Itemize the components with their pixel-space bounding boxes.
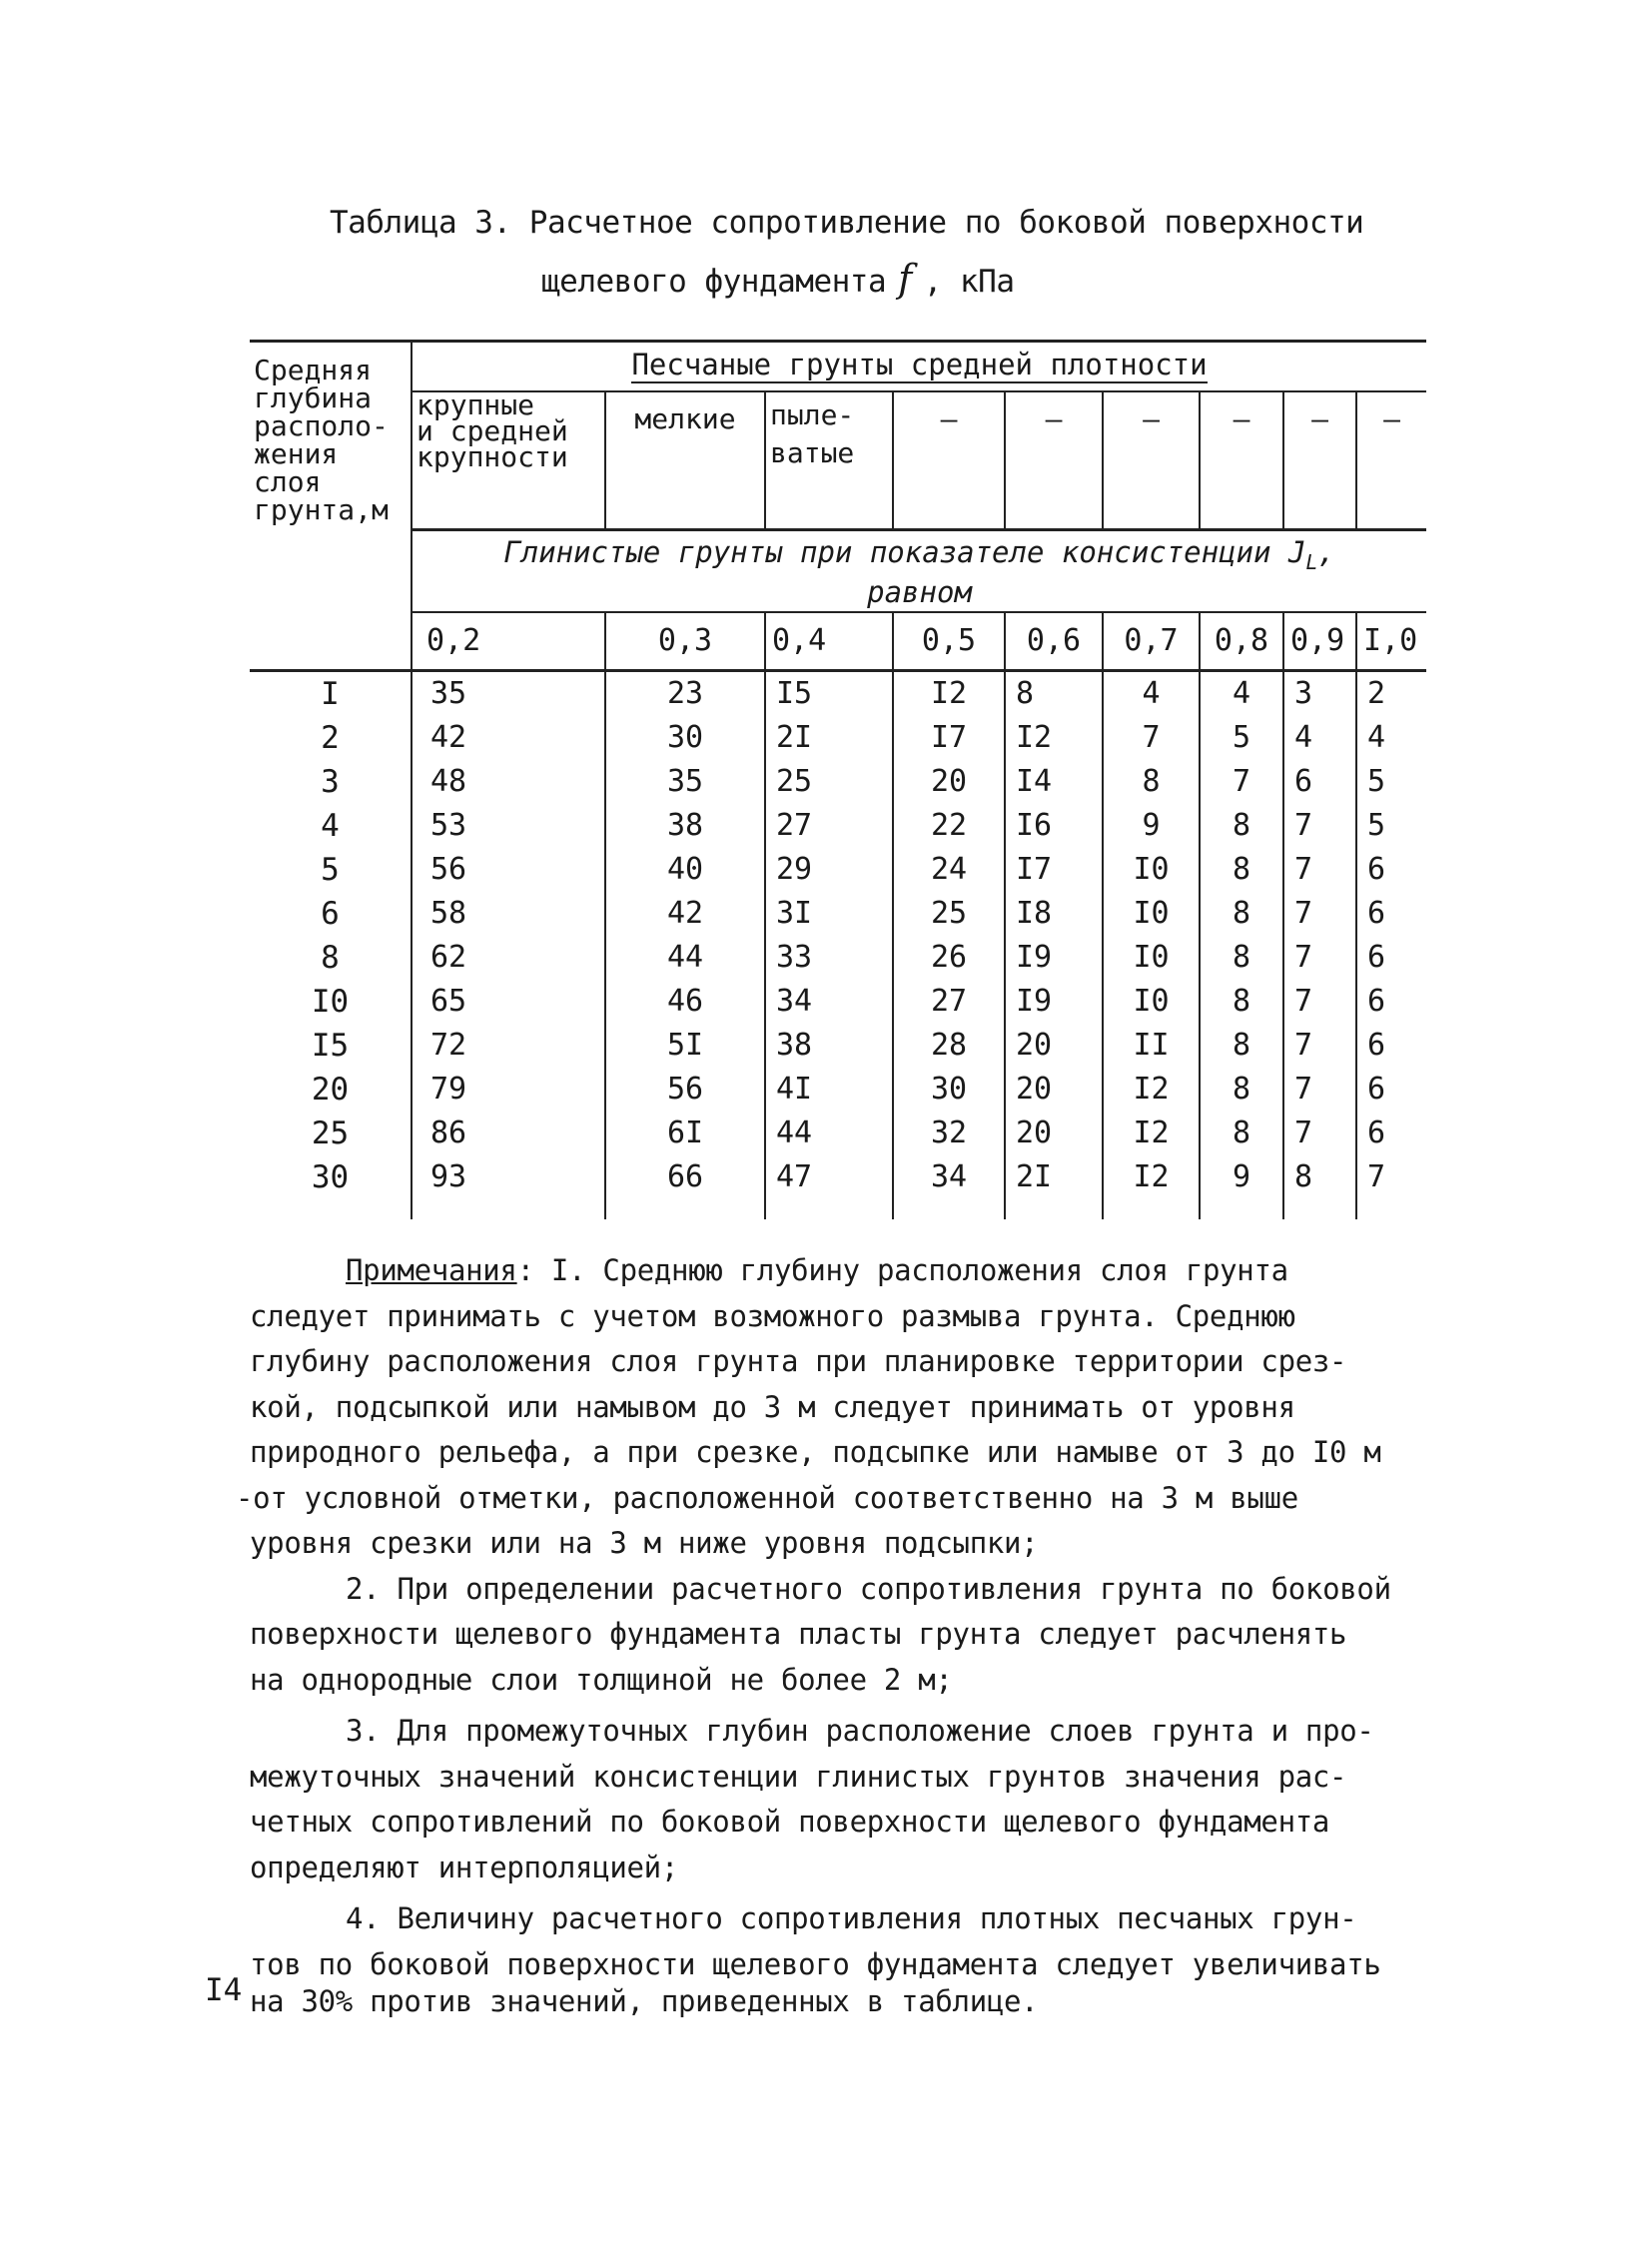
value-cell: 7 <box>1283 1112 1356 1155</box>
value-cell: 34 <box>765 980 893 1024</box>
value-cell: 8 <box>1283 1155 1356 1219</box>
value-cell: 79 <box>430 1072 467 1107</box>
value-cell: I2 <box>1005 716 1103 760</box>
value-cell: I5 <box>765 671 893 717</box>
value-cell: 20 <box>1005 1112 1103 1155</box>
value-cell: 29 <box>765 848 893 892</box>
note-line: : I. Среднюю глубину расположения слоя грунта <box>516 1253 1288 1287</box>
value-cell: 35 <box>430 676 467 711</box>
value-cell: 4I <box>765 1068 893 1112</box>
value-cell: 7 <box>1283 804 1356 848</box>
notes-section <box>236 1248 1478 2018</box>
notes-heading: Примечания <box>346 1253 517 1287</box>
value-cell: 7 <box>1283 1068 1356 1112</box>
value-cell: 58 <box>430 896 467 931</box>
value-cell: 5 <box>1200 716 1283 760</box>
value-cell: 8 <box>1200 848 1283 892</box>
value-cell: 40 <box>605 848 765 892</box>
value-cell: 6 <box>1356 1068 1426 1112</box>
table-row <box>250 1112 1426 1155</box>
resistance-table <box>250 340 1426 1219</box>
value-cell: I2 <box>1103 1068 1200 1112</box>
note-line: тов по боковой поверхности щелевого фундамента следует увеличивать <box>250 1946 1381 1981</box>
value-cell: 44 <box>765 1112 893 1155</box>
value-cell: I0 <box>1103 892 1200 936</box>
value-cell: 33 <box>765 936 893 980</box>
value-cell: 42 <box>430 720 467 755</box>
value-cell: I7 <box>893 716 1005 760</box>
value-cell: 62 <box>430 940 467 975</box>
value-cell: 53 <box>430 808 467 843</box>
value-cell: 6 <box>1356 848 1426 892</box>
value-cell: 42 <box>605 892 765 936</box>
value-cell: II <box>1103 1024 1200 1068</box>
value-cell: 7 <box>1283 1024 1356 1068</box>
note-line: глубину расположения слоя грунта при планировке территории срез- <box>250 1344 1347 1378</box>
depth-cell: 8 <box>250 936 412 980</box>
sand-type-fine: мелкие <box>605 391 765 530</box>
title-unit: , кПа <box>923 264 1015 300</box>
value-cell: 56 <box>430 852 467 887</box>
value-cell: 4 <box>1356 716 1426 760</box>
sand-type-line: и средней <box>416 414 568 447</box>
value-cell: 8 <box>1200 892 1283 936</box>
note-line: следует принимать с учетом возможного размыва грунта. Среднюю <box>250 1298 1295 1333</box>
note-3: 3. Для промежуточных глубин расположение слоев грунта и про- <box>346 1714 1374 1748</box>
value-cell: 35 <box>605 760 765 804</box>
value-cell: 5I <box>605 1024 765 1068</box>
value-cell: 9 <box>1103 804 1200 848</box>
depth-cell: 5 <box>250 848 412 892</box>
depth-header-line: глубина <box>254 381 373 414</box>
value-cell: 22 <box>893 804 1005 848</box>
resistance-symbol: f <box>898 257 912 301</box>
depth-cell: 3 <box>250 760 412 804</box>
il-value-header: 0,2 <box>412 612 605 671</box>
value-cell: 7 <box>1283 848 1356 892</box>
table-row <box>250 716 1426 760</box>
value-cell: I9 <box>1005 980 1103 1024</box>
value-cell: 7 <box>1200 760 1283 804</box>
value-cell: 46 <box>605 980 765 1024</box>
sand-type-line: крупности <box>416 440 568 473</box>
value-cell: 8 <box>1200 936 1283 980</box>
clay-header-line1: Глинистые грунты при показателе консистенции $J_L$, <box>503 535 1335 574</box>
page-number: I4 <box>205 1972 243 2008</box>
value-cell: 32 <box>893 1112 1005 1155</box>
value-cell: 4 <box>1200 671 1283 717</box>
sand-soils-header-text: Песчаные грунты средней плотности <box>631 347 1208 381</box>
value-cell: I0 <box>1103 936 1200 980</box>
value-cell: 86 <box>430 1116 467 1150</box>
note-4: 4. Величину расчетного сопротивления плотных песчаных грун- <box>346 1901 1357 1935</box>
depth-cell: 25 <box>250 1112 412 1155</box>
table-row <box>250 1068 1426 1112</box>
value-cell: 34 <box>893 1155 1005 1219</box>
value-cell: 38 <box>605 804 765 848</box>
value-cell: 20 <box>893 760 1005 804</box>
value-cell: 25 <box>893 892 1005 936</box>
depth-header-line: слоя <box>254 465 322 498</box>
value-cell: 8 <box>1200 1068 1283 1112</box>
value-cell: 2 <box>1356 671 1426 717</box>
note-line: на 30% против значений, приведенных в таблице. <box>250 1984 1039 2018</box>
value-cell: 7 <box>1283 980 1356 1024</box>
note-line: на однородные слои толщиной не более 2 м; <box>250 1662 953 1697</box>
table-row <box>250 892 1426 936</box>
depth-header-line: грунта,м <box>254 493 389 526</box>
value-cell: 65 <box>430 984 467 1019</box>
value-cell: 20 <box>1005 1024 1103 1068</box>
il-value-header: 0,3 <box>605 612 765 671</box>
clay-symbol-subscript: L <box>1305 549 1318 574</box>
note-line: поверхности щелевого фундамента пласты грунта следует расчленять <box>250 1617 1347 1651</box>
value-cell: 30 <box>893 1068 1005 1112</box>
value-cell: 6 <box>1356 1024 1426 1068</box>
value-cell: 7 <box>1103 716 1200 760</box>
value-cell: 9 <box>1200 1155 1283 1219</box>
note-1 <box>250 1248 1478 1294</box>
sand-type-empty: – <box>1283 391 1356 530</box>
table-row <box>250 936 1426 980</box>
depth-cell: I5 <box>250 1024 412 1068</box>
depth-cell: 2 <box>250 716 412 760</box>
value-cell: 8 <box>1103 760 1200 804</box>
value-cell: I0 <box>1103 980 1200 1024</box>
value-cell: I2 <box>893 671 1005 717</box>
note-line: природного рельефа, а при срезке, подсыпке или намыве от 3 до I0 м <box>250 1435 1381 1469</box>
value-cell: 4 <box>1103 671 1200 717</box>
value-cell: 26 <box>893 936 1005 980</box>
depth-column-header <box>250 342 412 671</box>
value-cell: 27 <box>893 980 1005 1024</box>
sand-type-line: ватые <box>770 436 855 469</box>
value-cell: 28 <box>893 1024 1005 1068</box>
value-cell: 8 <box>1200 980 1283 1024</box>
sand-type-coarse <box>412 388 605 530</box>
table-row <box>250 1155 1426 1219</box>
note-line: уровня срезки или на 3 м ниже уровня подсыпки; <box>250 1526 1039 1560</box>
value-cell: 7 <box>1283 892 1356 936</box>
depth-cell: I <box>250 671 412 717</box>
table-row <box>250 804 1426 848</box>
value-cell: 3 <box>1283 671 1356 717</box>
sand-soils-header <box>412 342 1426 392</box>
value-cell: I7 <box>1005 848 1103 892</box>
value-cell: 6 <box>1356 936 1426 980</box>
depth-header-line: жения <box>254 437 339 470</box>
il-value-header: 0,7 <box>1103 612 1200 671</box>
value-cell: I4 <box>1005 760 1103 804</box>
note-line: кой, подсыпкой или намывом до 3 м следует принимать от уровня <box>250 1389 1295 1424</box>
sand-type-empty: – <box>1005 391 1103 530</box>
value-cell: 20 <box>1005 1068 1103 1112</box>
value-cell: 8 <box>1200 804 1283 848</box>
il-value-header: I,0 <box>1356 612 1426 671</box>
depth-cell: I0 <box>250 980 412 1024</box>
value-cell: 38 <box>765 1024 893 1068</box>
value-cell: 47 <box>765 1155 893 1219</box>
value-cell: 4 <box>1283 716 1356 760</box>
value-cell: 6I <box>605 1112 765 1155</box>
table-row <box>250 671 1426 717</box>
clay-soils-header <box>412 530 1426 613</box>
value-cell: I9 <box>1005 936 1103 980</box>
value-cell: 6 <box>1356 980 1426 1024</box>
depth-header-line: Средняя <box>254 354 373 386</box>
il-value-header: 0,9 <box>1283 612 1356 671</box>
table-row <box>250 848 1426 892</box>
sand-type-line: пыле- <box>770 398 855 431</box>
value-cell: 66 <box>605 1155 765 1219</box>
il-value-header: 0,4 <box>765 612 893 671</box>
value-cell: I2 <box>1103 1155 1200 1219</box>
value-cell: 5 <box>1356 760 1426 804</box>
value-cell: 44 <box>605 936 765 980</box>
sand-type-empty: – <box>893 391 1005 530</box>
value-cell: 6 <box>1283 760 1356 804</box>
value-cell: 6 <box>1356 1112 1426 1155</box>
il-value-header: 0,8 <box>1200 612 1283 671</box>
depth-cell: 4 <box>250 804 412 848</box>
note-line: четных сопротивлений по боковой поверхности щелевого фундамента <box>250 1805 1330 1839</box>
depth-cell: 20 <box>250 1068 412 1112</box>
table-row <box>250 980 1426 1024</box>
value-cell: 2I <box>765 716 893 760</box>
sand-type-dusty <box>765 391 893 530</box>
value-cell: 2I <box>1005 1155 1103 1219</box>
il-value-header: 0,6 <box>1005 612 1103 671</box>
value-cell: 3I <box>765 892 893 936</box>
table-body <box>250 671 1426 1220</box>
value-cell: 7 <box>1356 1155 1426 1219</box>
clay-header-line2: равном <box>867 574 972 609</box>
title-line2-text: щелевого фундамента <box>541 264 887 300</box>
sand-type-empty: – <box>1103 391 1200 530</box>
sand-type-empty: – <box>1200 391 1283 530</box>
il-value-header: 0,5 <box>893 612 1005 671</box>
table-row <box>250 1024 1426 1068</box>
value-cell: 48 <box>430 764 467 799</box>
value-cell: 93 <box>430 1159 467 1194</box>
value-cell: 23 <box>605 671 765 717</box>
value-cell: 6 <box>1356 892 1426 936</box>
value-cell: 7 <box>1283 936 1356 980</box>
depth-cell: 6 <box>250 892 412 936</box>
depth-cell: 30 <box>250 1155 412 1219</box>
table-title <box>330 205 1428 301</box>
value-cell: I8 <box>1005 892 1103 936</box>
value-cell: I6 <box>1005 804 1103 848</box>
depth-header-line: располо- <box>254 409 389 442</box>
value-cell: 25 <box>765 760 893 804</box>
clay-header-text: Глинистые грунты при показателе консистенции J <box>503 535 1306 569</box>
table-title-line2 <box>541 257 1428 301</box>
sand-type-empty: – <box>1356 391 1426 530</box>
sand-type-line: крупные <box>416 388 535 421</box>
value-cell: 24 <box>893 848 1005 892</box>
value-cell: 8 <box>1200 1112 1283 1155</box>
value-cell: 30 <box>605 716 765 760</box>
value-cell: I0 <box>1103 848 1200 892</box>
note-2: 2. При определении расчетного сопротивления грунта по боковой <box>346 1571 1391 1606</box>
table-title-line1: Таблица 3. Расчетное сопротивление по боковой поверхности <box>330 205 1364 241</box>
note-line: межуточных значений консистенции глинистых грунтов значения рас- <box>250 1759 1347 1794</box>
note-line: определяют интерполяцией; <box>250 1850 678 1884</box>
value-cell: 8 <box>1005 671 1103 717</box>
table-row <box>250 760 1426 804</box>
value-cell: 72 <box>430 1028 467 1063</box>
value-cell: I2 <box>1103 1112 1200 1155</box>
note-line: -от условной отметки, расположенной соответственно на 3 м выше <box>236 1480 1298 1515</box>
value-cell: 5 <box>1356 804 1426 848</box>
value-cell: 8 <box>1200 1024 1283 1068</box>
value-cell: 27 <box>765 804 893 848</box>
value-cell: 56 <box>605 1068 765 1112</box>
